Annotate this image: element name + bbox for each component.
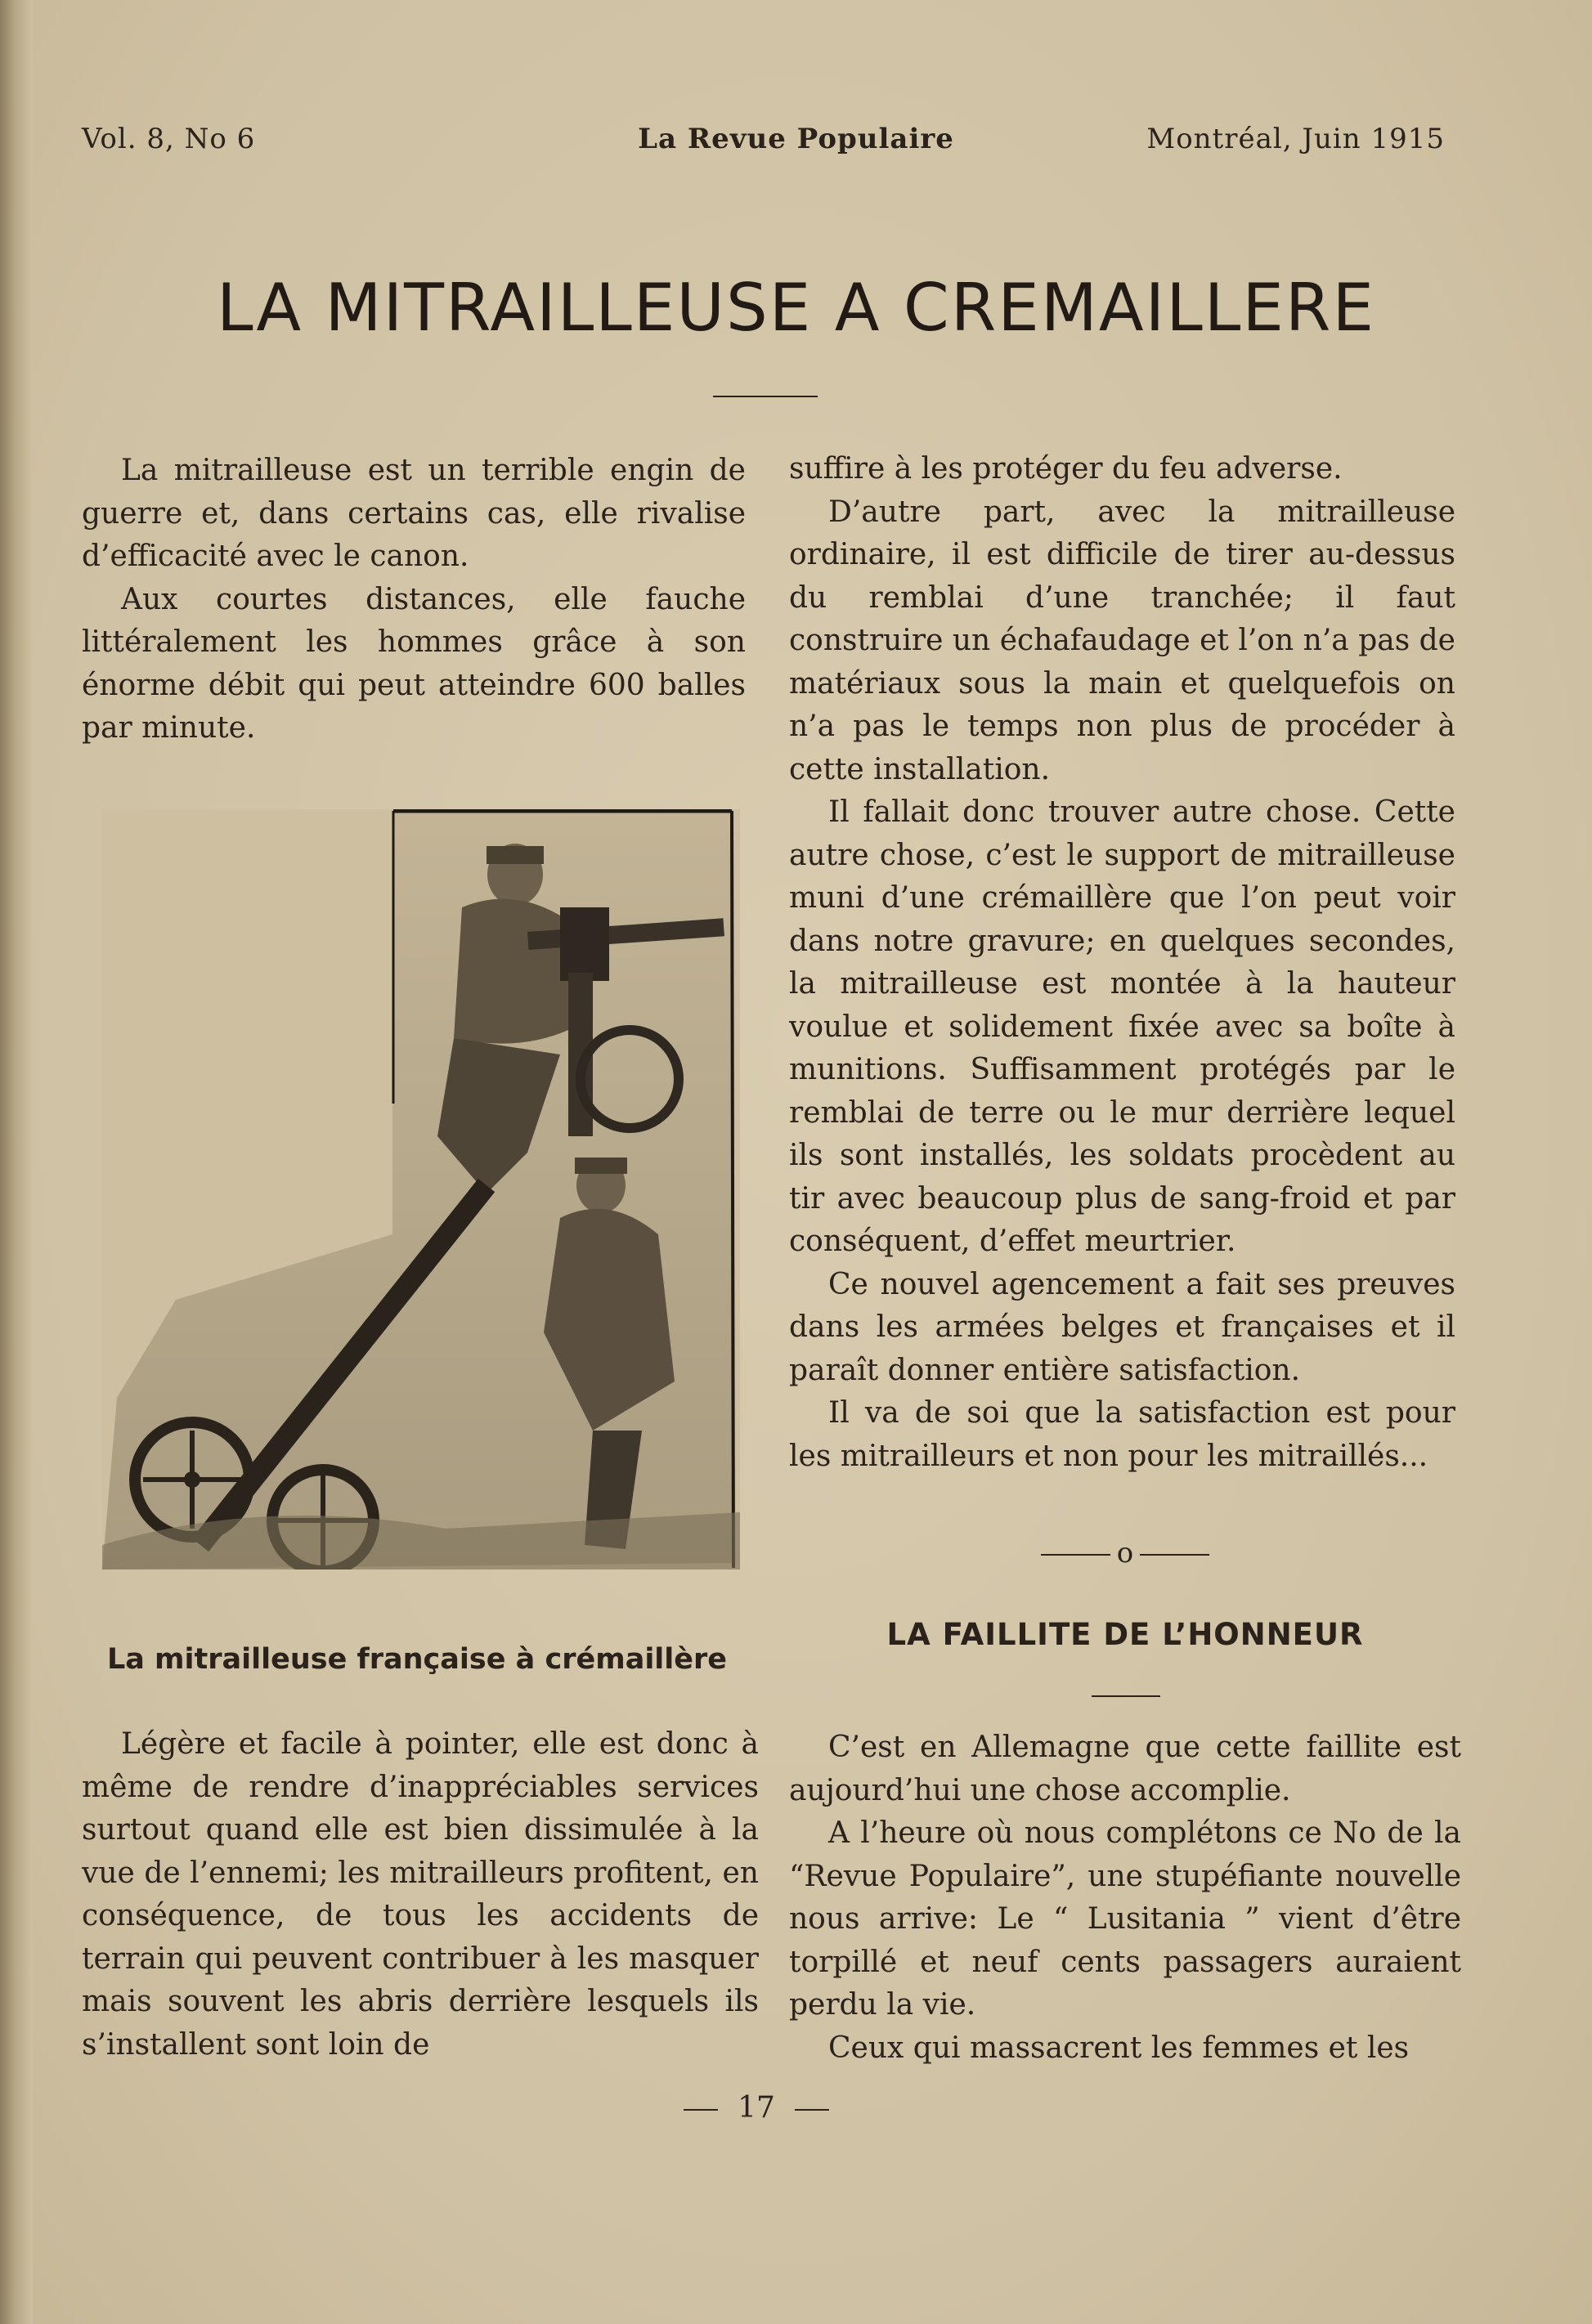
paragraph: D’autre part, avec la mitrailleuse ordinaire, il est difficile de tirer au-dessus du remblai d’une tranchée; il faut construire un échafaudage et l’on n’a pas de matériaux sous la main et quelquefois on n’a pas le temps non plus de procéder à cette installation. xyxy=(789,495,1455,786)
separator-glyph: o xyxy=(1116,1537,1134,1569)
paragraph: C’est en Allemagne que cette faillite est aujourd’hui une chose accomplie. xyxy=(789,1731,1461,1807)
figure-caption: La mitrailleuse française à crémaillère xyxy=(106,1643,728,1676)
header-volume: Vol. 8, No 6 xyxy=(82,123,256,155)
article-column-right-top xyxy=(789,448,1455,1478)
page-number-value: 17 xyxy=(738,2091,775,2125)
paragraph: suffire à les protéger du feu adverse. xyxy=(789,452,1343,486)
title-rule xyxy=(713,396,818,397)
article-column-left-bottom xyxy=(82,1723,759,2067)
engraving-image xyxy=(102,809,740,1569)
subtitle-rule xyxy=(1092,1695,1160,1697)
article2-title: LA FAILLITE DE L’HONNEUR xyxy=(886,1617,1364,1652)
paragraph: Il va de soi que la satisfaction est pour les mitrailleurs et non pour les mitraillés... xyxy=(789,1396,1455,1473)
header-publication: La Revue Populaire xyxy=(638,123,954,155)
machine-gun-illustration xyxy=(102,809,740,1569)
page-number xyxy=(0,2091,1513,2125)
paragraph: Aux courtes distances, elle fauche littéralement les hommes grâce à son énorme débit qui peut atteindre 600 balles par minute. xyxy=(82,582,746,745)
article2-column xyxy=(789,1726,1461,2070)
paragraph: Ceux qui massacrent les femmes et les xyxy=(828,2031,1410,2065)
paragraph: Ce nouvel agencement a fait ses preuves dans les armées belges et françaises et il paraît donner entière satisfaction. xyxy=(789,1267,1455,1387)
page-binding-edge xyxy=(0,0,33,2324)
paragraph: A l’heure où nous complétons ce No de la “Revue Populaire”, une stupéfiante nouvelle nous arrive: Le “ Lusitania ” vient d’être torpillé et neuf cents passagers auraient perdu la vie. xyxy=(789,1816,1461,2022)
paragraph: La mitrailleuse est un terrible engin de guerre et, dans certains cas, elle rivalise d’efficacité avec le canon. xyxy=(82,454,746,573)
separator-line xyxy=(1041,1554,1110,1556)
header-place-date: Montréal, Juin 1915 xyxy=(1146,123,1445,155)
dash xyxy=(795,2109,829,2111)
paragraph: Il fallait donc trouver autre chose. Cette autre chose, c’est le support de mitrailleuse muni d’une crémaillère que l’on peut voir dans notre gravure; en quelques secondes, la mitrailleuse est montée à la hauteur voulue et solidement fixée avec sa boîte à munitions. Suffisamment protégés par le remblai de terre ou le mur derrière lequel ils sont installés, les soldats procèdent au tir avec beaucoup plus de sang-froid et par conséquent, d’effet meurtrier. xyxy=(789,795,1455,1258)
paragraph: Légère et facile à pointer, elle est donc à même de rendre d’inappréciables services surtout quand elle est bien dissimulée à la vue de l’ennemi; les mitrailleurs profitent, en conséquence, de tous les accidents de terrain qui peuvent contribuer à les masquer mais souvent les abris derrière lesquels ils s’installent sont loin de xyxy=(82,1727,759,2062)
separator-line xyxy=(1140,1554,1209,1556)
section-separator xyxy=(789,1537,1461,1569)
article-column-left-top xyxy=(82,450,746,750)
dash xyxy=(684,2109,718,2111)
article-title: LA MITRAILLEUSE A CREMAILLERE xyxy=(216,270,1376,346)
